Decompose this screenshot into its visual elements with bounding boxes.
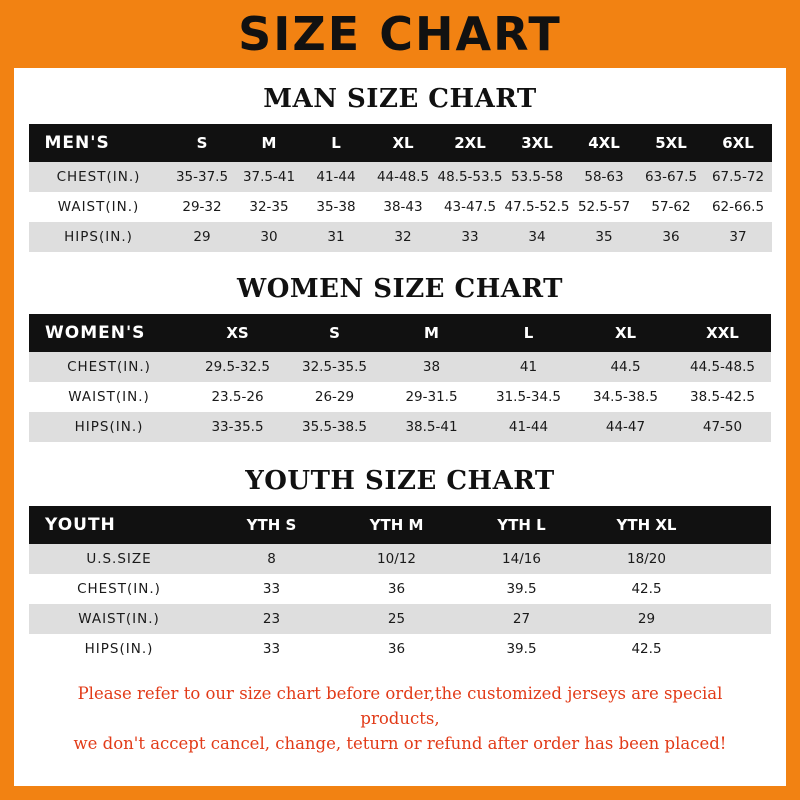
cell: 36 xyxy=(334,634,459,664)
youth-size-table xyxy=(29,506,771,664)
cell: 33-35.5 xyxy=(189,412,286,442)
column-header: YTH L xyxy=(459,506,584,544)
cell: 42.5 xyxy=(584,574,709,604)
cell: 37 xyxy=(705,222,772,252)
cell: 44-47 xyxy=(577,412,674,442)
cell: 14/16 xyxy=(459,544,584,574)
column-header: YTH XL xyxy=(584,506,709,544)
cell: 26-29 xyxy=(286,382,383,412)
column-header: M xyxy=(236,124,303,162)
table-row xyxy=(29,634,771,664)
table-header-row xyxy=(29,314,771,352)
cell: 27 xyxy=(459,604,584,634)
cell: 31 xyxy=(303,222,370,252)
cell: 48.5-53.5 xyxy=(437,162,504,192)
cell: 8 xyxy=(209,544,334,574)
row-label: WAIST(IN.) xyxy=(29,604,209,634)
cell: 33 xyxy=(209,634,334,664)
cell: 18/20 xyxy=(584,544,709,574)
column-header: 6XL xyxy=(705,124,772,162)
cell: 23.5-26 xyxy=(189,382,286,412)
cell: 33 xyxy=(209,574,334,604)
cell-spacer xyxy=(709,634,771,664)
cell: 52.5-57 xyxy=(571,192,638,222)
table-row xyxy=(29,574,771,604)
cell: 47.5-52.5 xyxy=(504,192,571,222)
column-header: XL xyxy=(577,314,674,352)
column-header: XS xyxy=(189,314,286,352)
cell: 44-48.5 xyxy=(370,162,437,192)
table-row xyxy=(29,222,772,252)
cell: 30 xyxy=(236,222,303,252)
cell: 38-43 xyxy=(370,192,437,222)
column-header: S xyxy=(169,124,236,162)
cell: 29-32 xyxy=(169,192,236,222)
cell: 35-37.5 xyxy=(169,162,236,192)
cell: 41 xyxy=(480,352,577,382)
cell: 44.5-48.5 xyxy=(674,352,771,382)
column-header: L xyxy=(303,124,370,162)
table-row xyxy=(29,352,771,382)
column-header: 3XL xyxy=(504,124,571,162)
row-label: CHEST(IN.) xyxy=(29,352,189,382)
column-header: 2XL xyxy=(437,124,504,162)
row-label: HIPS(IN.) xyxy=(29,222,169,252)
chart-content xyxy=(14,84,786,756)
table-header-row xyxy=(29,124,772,162)
cell-spacer xyxy=(709,574,771,604)
page-title: SIZE CHART xyxy=(238,7,562,61)
youth-header-label: YOUTH xyxy=(29,506,209,544)
cell: 29 xyxy=(584,604,709,634)
cell: 43-47.5 xyxy=(437,192,504,222)
header-banner xyxy=(0,0,800,68)
women-size-table xyxy=(29,314,771,442)
cell: 39.5 xyxy=(459,574,584,604)
row-label: CHEST(IN.) xyxy=(29,162,169,192)
cell: 41-44 xyxy=(480,412,577,442)
table-row xyxy=(29,412,771,442)
column-header: XL xyxy=(370,124,437,162)
column-header: 4XL xyxy=(571,124,638,162)
column-header: XXL xyxy=(674,314,771,352)
cell: 33 xyxy=(437,222,504,252)
cell: 29.5-32.5 xyxy=(189,352,286,382)
table-row xyxy=(29,544,771,574)
column-header: L xyxy=(480,314,577,352)
cell-spacer xyxy=(709,544,771,574)
cell: 38 xyxy=(383,352,480,382)
men-size-table xyxy=(29,124,772,252)
cell: 63-67.5 xyxy=(638,162,705,192)
cell: 34 xyxy=(504,222,571,252)
cell: 67.5-72 xyxy=(705,162,772,192)
column-header: YTH S xyxy=(209,506,334,544)
row-label: CHEST(IN.) xyxy=(29,574,209,604)
cell: 35 xyxy=(571,222,638,252)
row-label: HIPS(IN.) xyxy=(29,634,209,664)
cell: 32.5-35.5 xyxy=(286,352,383,382)
section-title-women: WOMEN SIZE CHART xyxy=(237,274,563,304)
cell: 39.5 xyxy=(459,634,584,664)
footnote-line-1: Please refer to our size chart before order,the customized jerseys are special products, xyxy=(77,684,723,728)
column-header: 5XL xyxy=(638,124,705,162)
column-header: M xyxy=(383,314,480,352)
cell: 44.5 xyxy=(577,352,674,382)
cell: 58-63 xyxy=(571,162,638,192)
cell: 32-35 xyxy=(236,192,303,222)
cell: 37.5-41 xyxy=(236,162,303,192)
row-label: U.S.SIZE xyxy=(29,544,209,574)
table-row xyxy=(29,382,771,412)
cell: 36 xyxy=(638,222,705,252)
cell: 36 xyxy=(334,574,459,604)
cell: 42.5 xyxy=(584,634,709,664)
cell: 47-50 xyxy=(674,412,771,442)
cell-spacer xyxy=(709,604,771,634)
section-title-youth: YOUTH SIZE CHART xyxy=(245,466,555,496)
cell: 38.5-41 xyxy=(383,412,480,442)
cell: 34.5-38.5 xyxy=(577,382,674,412)
cell: 62-66.5 xyxy=(705,192,772,222)
cell: 41-44 xyxy=(303,162,370,192)
section-women xyxy=(28,274,772,442)
column-header: YTH M xyxy=(334,506,459,544)
table-row xyxy=(29,604,771,634)
table-row xyxy=(29,192,772,222)
table-row xyxy=(29,162,772,192)
cell: 38.5-42.5 xyxy=(674,382,771,412)
cell: 31.5-34.5 xyxy=(480,382,577,412)
cell: 25 xyxy=(334,604,459,634)
cell: 32 xyxy=(370,222,437,252)
men-header-label: MEN'S xyxy=(29,124,169,162)
cell: 57-62 xyxy=(638,192,705,222)
cell: 29-31.5 xyxy=(383,382,480,412)
row-label: WAIST(IN.) xyxy=(29,192,169,222)
footnote xyxy=(38,682,762,756)
cell: 35-38 xyxy=(303,192,370,222)
cell: 10/12 xyxy=(334,544,459,574)
cell: 35.5-38.5 xyxy=(286,412,383,442)
section-youth xyxy=(28,466,772,664)
cell: 53.5-58 xyxy=(504,162,571,192)
table-header-row xyxy=(29,506,771,544)
cell: 23 xyxy=(209,604,334,634)
section-man xyxy=(28,84,772,252)
row-label: WAIST(IN.) xyxy=(29,382,189,412)
column-header-spacer xyxy=(709,506,771,544)
cell: 29 xyxy=(169,222,236,252)
section-title-man: MAN SIZE CHART xyxy=(263,84,537,114)
row-label: HIPS(IN.) xyxy=(29,412,189,442)
women-header-label: WOMEN'S xyxy=(29,314,189,352)
column-header: S xyxy=(286,314,383,352)
footnote-line-2: we don't accept cancel, change, teturn or refund after order has been placed! xyxy=(73,733,727,753)
